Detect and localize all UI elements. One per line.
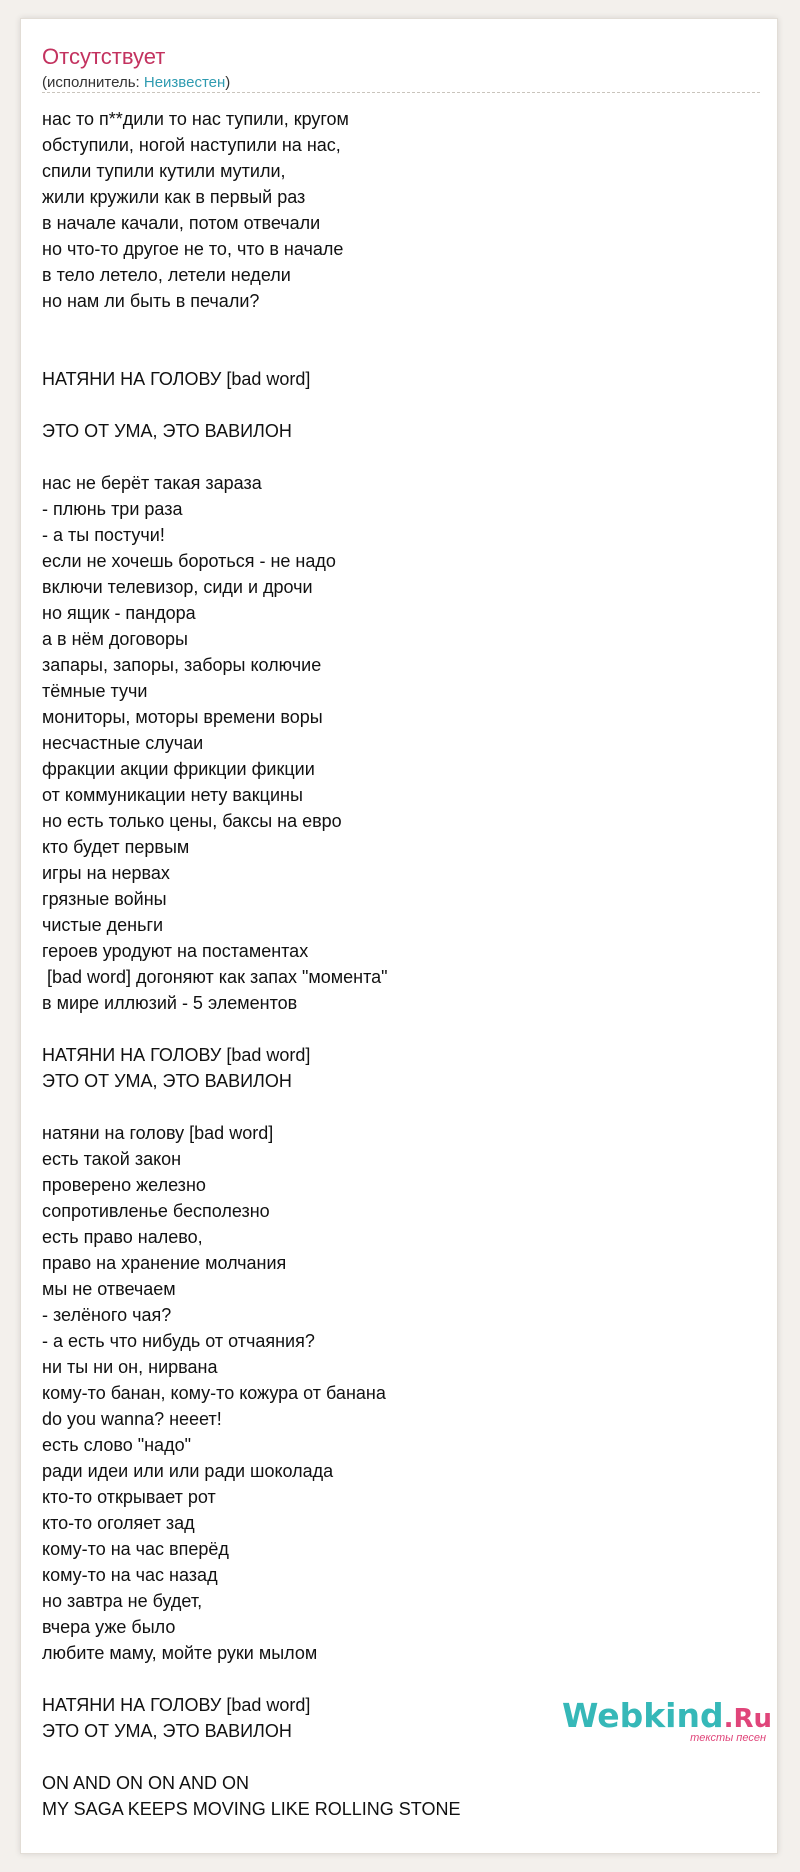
- lyric-line: любите маму, мойте руки мылом: [42, 1643, 318, 1663]
- lyric-line: - плюнь три раза: [42, 499, 183, 519]
- lyric-line: ЭТО ОТ УМА, ЭТО ВАВИЛОН: [42, 1071, 292, 1091]
- lyric-line: если не хочешь бороться - не надо: [42, 551, 336, 571]
- lyric-line: спили тупили кутили мутили,: [42, 161, 286, 181]
- lyric-line: включи телевизор, сиди и дрочи: [42, 577, 313, 597]
- lyric-line: [42, 1666, 762, 1692]
- lyric-line: есть право налево,: [42, 1227, 203, 1247]
- lyric-line: несчастные случаи: [42, 733, 204, 753]
- lyric-line: проверено железно: [42, 1175, 206, 1195]
- lyric-line: есть такой закон: [42, 1149, 182, 1169]
- lyric-line: - а ты постучи!: [42, 525, 165, 545]
- lyric-line: кому-то на час вперёд: [42, 1539, 229, 1559]
- lyric-line: сопротивленье бесполезно: [42, 1201, 270, 1221]
- artist-line: [42, 74, 230, 92]
- artist-link[interactable]: Неизвестен: [143, 74, 226, 91]
- lyric-line: нас не берёт такая зараза: [42, 473, 262, 493]
- lyric-line: в начале качали, потом отвечали: [42, 213, 321, 233]
- lyric-line: обступили, ногой наступили на нас,: [42, 135, 341, 155]
- lyric-line: чистые деньги: [42, 915, 164, 935]
- song-title: Отсутствует: [42, 44, 166, 69]
- lyric-line: MY SAGA KEEPS MOVING LIKE ROLLING STONE: [42, 1799, 461, 1819]
- lyric-line: [42, 314, 762, 340]
- lyric-line: - зелёного чая?: [42, 1305, 172, 1325]
- lyric-line: [42, 1094, 762, 1120]
- logo-main: Webkind: [562, 1696, 724, 1735]
- lyric-line: ЭТО ОТ УМА, ЭТО ВАВИЛОН: [42, 1721, 292, 1741]
- lyric-line: героев уродуют на постаментах: [42, 941, 309, 961]
- lyric-line: [bad word] догоняют как запах "момента": [42, 967, 388, 987]
- artist-prefix: (исполнитель:: [42, 74, 144, 91]
- lyric-line: право на хранение молчания: [42, 1253, 287, 1273]
- lyric-line: ON AND ON ON AND ON: [42, 1773, 250, 1793]
- logo-tld: .Ru: [723, 1704, 773, 1734]
- lyric-line: кто будет первым: [42, 837, 190, 857]
- lyric-line: НАТЯНИ НА ГОЛОВУ [bad word]: [42, 1045, 311, 1065]
- lyric-line: фракции акции фрикции фикции: [42, 759, 315, 779]
- artist-suffix: ): [225, 74, 231, 91]
- lyric-line: но есть только цены, баксы на евро: [42, 811, 342, 831]
- lyric-line: [42, 392, 762, 418]
- lyric-line: а в нём договоры: [42, 629, 188, 649]
- lyric-line: грязные войны: [42, 889, 167, 909]
- lyric-line: [42, 1744, 762, 1770]
- lyric-line: жили кружили как в первый раз: [42, 187, 306, 207]
- lyric-line: игры на нервах: [42, 863, 170, 883]
- lyric-line: но завтра не будет,: [42, 1591, 203, 1611]
- lyric-line: но нам ли быть в печали?: [42, 291, 260, 311]
- lyric-line: - а есть что нибудь от отчаяния?: [42, 1331, 315, 1351]
- lyric-line: кто-то открывает рот: [42, 1487, 216, 1507]
- lyric-line: кому-то банан, кому-то кожура от банана: [42, 1383, 386, 1403]
- lyric-line: есть слово "надо": [42, 1435, 191, 1455]
- lyric-line: нас то п**дили то нас тупили, кругом: [42, 109, 349, 129]
- lyric-line: НАТЯНИ НА ГОЛОВУ [bad word]: [42, 369, 311, 389]
- lyric-line: do you wanna? нееет!: [42, 1409, 222, 1429]
- lyric-line: кто-то оголяет зад: [42, 1513, 195, 1533]
- lyric-line: ЭТО ОТ УМА, ЭТО ВАВИЛОН: [42, 421, 292, 441]
- lyric-line: ни ты ни он, нирвана: [42, 1357, 218, 1377]
- lyric-line: мы не отвечаем: [42, 1279, 176, 1299]
- lyric-line: но ящик - пандора: [42, 603, 196, 623]
- lyric-line: натяни на голову [bad word]: [42, 1123, 274, 1143]
- lyric-line: вчера уже было: [42, 1617, 176, 1637]
- title-divider: [42, 92, 760, 93]
- lyric-line: мониторы, моторы времени воры: [42, 707, 323, 727]
- lyric-line: запары, запоры, заборы колючие: [42, 655, 322, 675]
- lyric-line: [42, 1016, 762, 1042]
- lyric-line: от коммуникации нету вакцины: [42, 785, 303, 805]
- lyric-line: НАТЯНИ НА ГОЛОВУ [bad word]: [42, 1695, 311, 1715]
- lyric-line: [42, 444, 762, 470]
- lyrics-text: [42, 106, 762, 1822]
- lyric-line: ради идеи или или ради шоколада: [42, 1461, 334, 1481]
- logo-tagline: тексты песен: [690, 1732, 766, 1744]
- lyric-line: [42, 340, 762, 366]
- lyric-line: тёмные тучи: [42, 681, 148, 701]
- lyric-line: кому-то на час назад: [42, 1565, 218, 1585]
- lyric-line: в мире иллюзий - 5 элементов: [42, 993, 298, 1013]
- site-logo[interactable]: [562, 1696, 772, 1744]
- lyric-line: в тело летело, летели недели: [42, 265, 291, 285]
- lyric-line: но что-то другое не то, что в начале: [42, 239, 344, 259]
